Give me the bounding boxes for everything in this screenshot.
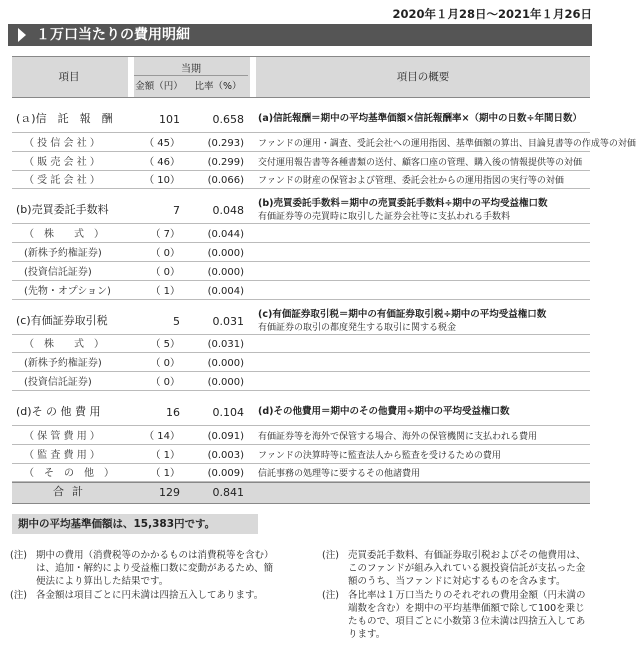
total-label: 合計 xyxy=(53,485,91,499)
footnote-text: 各比率は１万口当たりのそれぞれの費用金額（円未満の端数を含む）を期中の平均基準価額で除して100を乗じたもので、項目ごとに小数第３位未満は四捨五入してあります。 xyxy=(348,590,586,640)
row-amount: （ 0） xyxy=(150,247,180,259)
row-item-name: (新株予約権証券) xyxy=(24,358,102,370)
row-item-name: (d)そ の 他 費 用 xyxy=(16,404,101,418)
row-item-name: (c)有価証券取引税 xyxy=(16,313,108,327)
row-overview-formula: (c)有価証券取引税＝期中の有価証券取引税÷期中の平均受益権口数 xyxy=(258,308,547,320)
row-item-name: （ 株 式 ） xyxy=(24,229,104,241)
footnote xyxy=(322,549,594,588)
row-amount: （ 0） xyxy=(150,266,180,278)
row-amount: （ 14） xyxy=(144,430,180,442)
table-row-sub xyxy=(12,243,590,262)
row-ratio: (0.003) xyxy=(207,449,244,461)
table-row-sub xyxy=(12,152,590,171)
row-overview-formula: (d)その他費用＝期中のその他費用÷期中の平均受益権口数 xyxy=(258,405,510,417)
footnote-text: 期中の費用（消費税等のかかるものは消費税等を含む）は、追加・解約により受益権口数に変動があるため、簡便法により算出した結果です。 xyxy=(36,550,274,587)
row-ratio: 0.048 xyxy=(212,204,244,218)
row-item-name: （ 投 信 会 社 ） xyxy=(24,137,100,149)
row-item-name: (先物・オプション) xyxy=(24,285,111,297)
row-item-name: (投資信託証券) xyxy=(24,376,92,388)
row-ratio: 0.104 xyxy=(212,405,244,419)
row-ratio: 0.658 xyxy=(212,113,244,126)
table-row-sub xyxy=(12,335,590,354)
total-row xyxy=(12,482,590,504)
table-row-sub xyxy=(12,224,590,243)
row-ratio: (0.066) xyxy=(207,175,244,187)
footnote xyxy=(322,589,594,641)
table-body xyxy=(12,98,636,482)
footnote xyxy=(10,589,282,602)
table-row-sub xyxy=(12,133,636,152)
row-ratio: (0.000) xyxy=(207,358,244,370)
row-ratio: (0.000) xyxy=(207,376,244,388)
row-overview-description: 有価証券の取引の都度発生する取引に関する税金 xyxy=(258,322,457,333)
table-row-main xyxy=(12,189,590,224)
row-amount: （ 46） xyxy=(144,156,180,168)
row-amount: （ 1） xyxy=(150,285,180,297)
row-overview: 有価証券等を海外で保管する場合、海外の保管機関に支払われる費用 xyxy=(258,431,538,442)
row-amount: （ 45） xyxy=(144,137,180,149)
row-amount: （ 10） xyxy=(144,175,180,187)
row-item-name: （ そ の 他 ） xyxy=(24,468,114,480)
table-row-main xyxy=(12,98,590,133)
row-amount: 7 xyxy=(173,204,180,218)
row-item-name: （ 受 託 会 社 ） xyxy=(24,175,100,187)
row-ratio: (0.299) xyxy=(207,156,244,168)
table-row-sub xyxy=(12,171,590,190)
footnote xyxy=(10,549,282,588)
row-amount: （ 5） xyxy=(150,339,180,351)
table-row-sub xyxy=(12,262,590,281)
footnote-mark: (注) xyxy=(10,550,27,561)
report-period: 2020年１月28日～2021年１月26日 xyxy=(392,7,592,21)
footnote-mark: (注) xyxy=(10,590,27,601)
row-ratio: 0.031 xyxy=(212,314,244,328)
row-item-name: （ 販 売 会 社 ） xyxy=(24,156,100,168)
total-amount: 129 xyxy=(159,486,180,500)
row-ratio: (0.009) xyxy=(207,468,244,480)
row-overview: ファンドの決算時等に監査法人から監査を受けるための費用 xyxy=(258,450,501,461)
header-ratio: 比率（%） xyxy=(194,81,242,92)
row-item-name: (b)売買委託手数料 xyxy=(16,203,109,217)
row-overview: ファンドの運用・調査、受託会社への運用指図、基準価額の算出、目論見書等の作成等の対価 xyxy=(258,138,636,149)
row-overview: ファンドの財産の保管および管理、委託会社からの運用指図の実行等の対価 xyxy=(258,176,564,187)
row-item-name: （ 保 管 費 用 ） xyxy=(24,430,100,442)
row-amount: （ 1） xyxy=(150,468,180,480)
section-title: １万口当たりの費用明細 xyxy=(36,27,190,43)
footnote-mark: (注) xyxy=(322,590,339,601)
arrow-right-icon xyxy=(18,28,26,42)
row-amount: （ 1） xyxy=(150,449,180,461)
row-item-name: (投資信託証券) xyxy=(24,266,92,278)
row-overview: 信託事務の処理等に要するその他諸費用 xyxy=(258,469,421,480)
row-overview: 交付運用報告書等各種書類の送付、顧客口座の管理、購入後の情報提供等の対価 xyxy=(258,157,583,168)
row-amount: （ 0） xyxy=(150,376,180,388)
total-ratio: 0.841 xyxy=(212,486,244,500)
table-row-sub xyxy=(12,372,590,391)
row-ratio: (0.293) xyxy=(207,137,244,149)
table-row-sub xyxy=(12,353,590,372)
header-current-period: 当期 xyxy=(134,60,248,76)
header-item: 項目 xyxy=(58,71,80,83)
row-item-name: (ａ)信 託 報 酬 xyxy=(16,112,113,125)
row-overview-formula: (a)信託報酬＝期中の平均基準価額×信託報酬率×（期中の日数÷年間日数） xyxy=(258,113,582,124)
notes-right xyxy=(322,549,594,642)
row-ratio: (0.004) xyxy=(207,285,244,297)
notes-left xyxy=(10,549,282,603)
footnote-mark: (注) xyxy=(322,550,339,561)
row-amount: 5 xyxy=(173,314,180,328)
row-item-name: （ 株 式 ） xyxy=(24,339,104,351)
table-row-sub xyxy=(12,464,590,483)
expense-table xyxy=(12,56,636,504)
table-row-main xyxy=(12,391,590,426)
row-overview-formula: (b)売買委託手数料＝期中の売買委託手数料÷期中の平均受益権口数 xyxy=(258,198,548,210)
table-header xyxy=(12,56,590,98)
section-title-bar xyxy=(8,24,592,46)
table-row-sub xyxy=(12,445,590,464)
row-amount: 16 xyxy=(166,405,180,419)
row-amount: （ 7） xyxy=(150,229,180,241)
row-item-name: （ 監 査 費 用 ） xyxy=(24,449,100,461)
footnote-text: 各金額は項目ごとに円未満は四捨五入してあります。 xyxy=(36,590,264,601)
row-overview-description: 有価証券等の売買時に取引した証券会社等に支払われる手数料 xyxy=(258,212,511,223)
row-item-name: (新株予約権証券) xyxy=(24,247,102,259)
row-ratio: (0.044) xyxy=(207,229,244,241)
header-overview: 項目の概要 xyxy=(396,71,450,83)
row-amount: 101 xyxy=(159,113,180,126)
row-ratio: (0.091) xyxy=(207,430,244,442)
row-ratio: (0.000) xyxy=(207,247,244,259)
footnote-text: 売買委託手数料、有価証券取引税およびその他費用は、このファンドが組み入れている親投資信託が支払った金額のうち、当ファンドに対応するものを含みます。 xyxy=(348,550,586,587)
header-amount: 金額（円） xyxy=(135,81,183,92)
table-row-sub xyxy=(12,281,590,300)
row-ratio: (0.031) xyxy=(207,339,244,351)
average-nav-note: 期中の平均基準価額は、15,383円です。 xyxy=(12,514,258,534)
row-amount: （ 0） xyxy=(150,358,180,370)
row-ratio: (0.000) xyxy=(207,266,244,278)
table-row-sub xyxy=(12,426,590,445)
table-row-main xyxy=(12,300,590,335)
